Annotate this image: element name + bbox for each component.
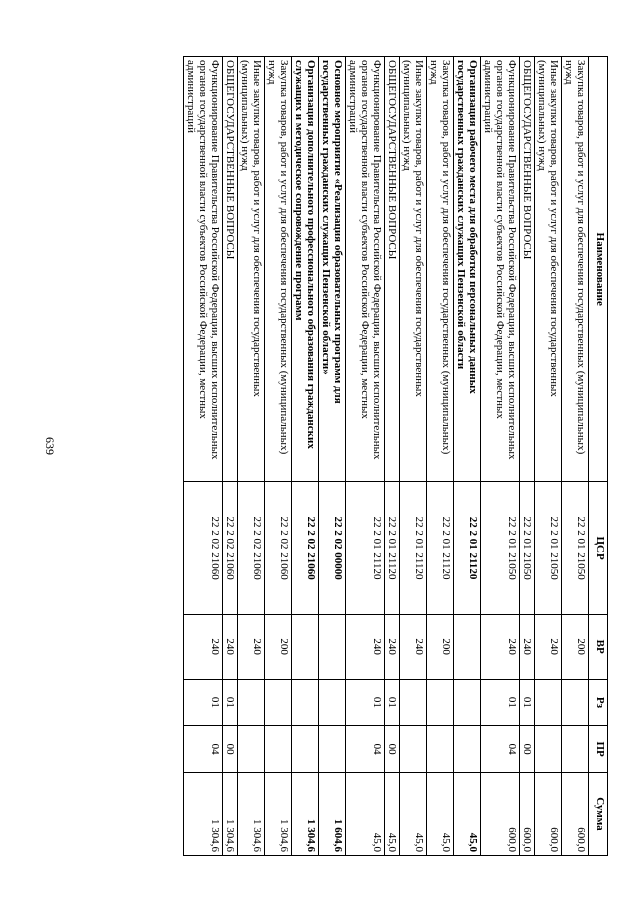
cell-csr: 22 2 01 21120 (400, 482, 427, 614)
cell-vr: 240 (520, 614, 535, 679)
cell-sum: 45,0 (385, 772, 400, 855)
cell-pr: 04 (481, 726, 520, 773)
cell-vr (292, 614, 319, 679)
table-row (346, 57, 385, 856)
cell-vr: 200 (427, 614, 454, 679)
cell-name: ОБЩЕГОСУДАРСТВЕННЫЕ ВОПРОСЫ (385, 57, 400, 482)
cell-pr (427, 726, 454, 773)
cell-name: Закупка товаров, работ и услуг для обеспечения государственных (муниципальных) нужд (562, 57, 589, 482)
cell-name: Функционирование Правительства Российской Федерации, высших исполнительных органов государственной власти субъектов Российской Федерации, местных администраций (184, 57, 223, 482)
table-row (481, 57, 520, 856)
cell-vr: 240 (184, 614, 223, 679)
cell-rz (454, 679, 481, 726)
cell-rz (535, 679, 562, 726)
cell-sum: 45,0 (427, 772, 454, 855)
cell-pr (400, 726, 427, 773)
cell-sum: 45,0 (346, 772, 385, 855)
table-row (520, 57, 535, 856)
cell-sum: 1 604,6 (319, 772, 346, 855)
cell-csr: 22 2 01 21050 (481, 482, 520, 614)
page-number: 639 (43, 437, 57, 455)
cell-name: Организация дополнительного профессионального образования гражданских служащих и методическое сопровождение программ (292, 57, 319, 482)
cell-rz: 01 (184, 679, 223, 726)
cell-sum: 45,0 (454, 772, 481, 855)
cell-name: Иные закупки товаров, работ и услуг для обеспечения государственных (муниципальных) нужд (535, 57, 562, 482)
cell-pr: 00 (385, 726, 400, 773)
table-row (562, 57, 589, 856)
cell-rz (265, 679, 292, 726)
budget-table (183, 56, 608, 856)
cell-name: Функционирование Правительства Российской Федерации, высших исполнительных органов государственной власти субъектов Российской Федерации, местных администраций (481, 57, 520, 482)
cell-vr: 240 (346, 614, 385, 679)
cell-csr: 22 2 01 21120 (346, 482, 385, 614)
cell-vr: 240 (400, 614, 427, 679)
cell-sum: 1 304,6 (265, 772, 292, 855)
cell-pr (562, 726, 589, 773)
cell-pr: 00 (520, 726, 535, 773)
table-row (238, 57, 265, 856)
cell-pr: 04 (346, 726, 385, 773)
header-vr: ВР (589, 614, 608, 679)
cell-rz: 01 (520, 679, 535, 726)
cell-pr (238, 726, 265, 773)
cell-csr: 22 2 02 21060 (223, 482, 238, 614)
cell-rz: 01 (223, 679, 238, 726)
cell-pr (292, 726, 319, 773)
cell-sum: 600,0 (481, 772, 520, 855)
cell-name: Закупка товаров, работ и услуг для обеспечения государственных (муниципальных) нужд (427, 57, 454, 482)
cell-pr (454, 726, 481, 773)
cell-name: Закупка товаров, работ и услуг для обеспечения государственных (муниципальных) нужд (265, 57, 292, 482)
cell-name: Функционирование Правительства Российской Федерации, высших исполнительных органов государственной власти субъектов Российской Федерации, местных администраций (346, 57, 385, 482)
cell-sum: 1 304,6 (223, 772, 238, 855)
header-sum: Сумма (589, 772, 608, 855)
cell-pr (265, 726, 292, 773)
table-row (454, 57, 481, 856)
table-row (184, 57, 223, 856)
cell-rz (427, 679, 454, 726)
table-row (265, 57, 292, 856)
cell-rz (238, 679, 265, 726)
cell-rz (400, 679, 427, 726)
cell-sum: 600,0 (535, 772, 562, 855)
cell-pr: 00 (223, 726, 238, 773)
header-pr: ПР (589, 726, 608, 773)
cell-sum: 45,0 (400, 772, 427, 855)
cell-name: Иные закупки товаров, работ и услуг для обеспечения государственных (муниципальных) нужд (400, 57, 427, 482)
cell-csr: 22 2 01 21120 (385, 482, 400, 614)
cell-name: Иные закупки товаров, работ и услуг для обеспечения государственных (муниципальных) нужд (238, 57, 265, 482)
cell-vr: 200 (265, 614, 292, 679)
cell-sum: 600,0 (520, 772, 535, 855)
cell-rz: 01 (481, 679, 520, 726)
table-row (427, 57, 454, 856)
cell-vr: 240 (385, 614, 400, 679)
cell-name: Основное мероприятие «Реализация образовательных программ для государственных гражданских служащих Пензенской области» (319, 57, 346, 482)
table-row (292, 57, 319, 856)
cell-name: ОБЩЕГОСУДАРСТВЕННЫЕ ВОПРОСЫ (223, 57, 238, 482)
table-row (319, 57, 346, 856)
header-rz: Рз (589, 679, 608, 726)
cell-csr: 22 2 01 21120 (454, 482, 481, 614)
rotated-page-content (75, 56, 608, 856)
cell-csr: 22 2 02 00000 (319, 482, 346, 614)
cell-rz: 01 (385, 679, 400, 726)
cell-vr (454, 614, 481, 679)
header-csr: ЦСР (589, 482, 608, 614)
table-header-row (589, 57, 608, 856)
cell-csr: 22 2 02 21060 (238, 482, 265, 614)
cell-csr: 22 2 02 21060 (292, 482, 319, 614)
table-row (535, 57, 562, 856)
cell-name: ОБЩЕГОСУДАРСТВЕННЫЕ ВОПРОСЫ (520, 57, 535, 482)
cell-rz (292, 679, 319, 726)
cell-pr (319, 726, 346, 773)
cell-sum: 1 304,6 (238, 772, 265, 855)
cell-vr: 200 (562, 614, 589, 679)
cell-sum: 1 304,6 (292, 772, 319, 855)
cell-csr: 22 2 01 21050 (520, 482, 535, 614)
header-name: Наименование (589, 57, 608, 482)
cell-vr (319, 614, 346, 679)
cell-vr: 240 (223, 614, 238, 679)
cell-rz (319, 679, 346, 726)
cell-csr: 22 2 02 21060 (265, 482, 292, 614)
cell-rz (562, 679, 589, 726)
cell-csr: 22 2 01 21050 (562, 482, 589, 614)
table-body (184, 57, 589, 856)
cell-vr: 240 (238, 614, 265, 679)
cell-name: Организация рабочего места для обработки персональных данных государственных гражданских служащих Пензенской области (454, 57, 481, 482)
cell-pr: 04 (184, 726, 223, 773)
table-row (400, 57, 427, 856)
cell-pr (535, 726, 562, 773)
cell-csr: 22 2 01 21050 (535, 482, 562, 614)
cell-rz: 01 (346, 679, 385, 726)
cell-sum: 600,0 (562, 772, 589, 855)
table-row (223, 57, 238, 856)
cell-vr: 240 (535, 614, 562, 679)
cell-csr: 22 2 02 21060 (184, 482, 223, 614)
table-row (385, 57, 400, 856)
cell-csr: 22 2 01 21120 (427, 482, 454, 614)
cell-sum: 1 304,6 (184, 772, 223, 855)
cell-vr: 240 (481, 614, 520, 679)
